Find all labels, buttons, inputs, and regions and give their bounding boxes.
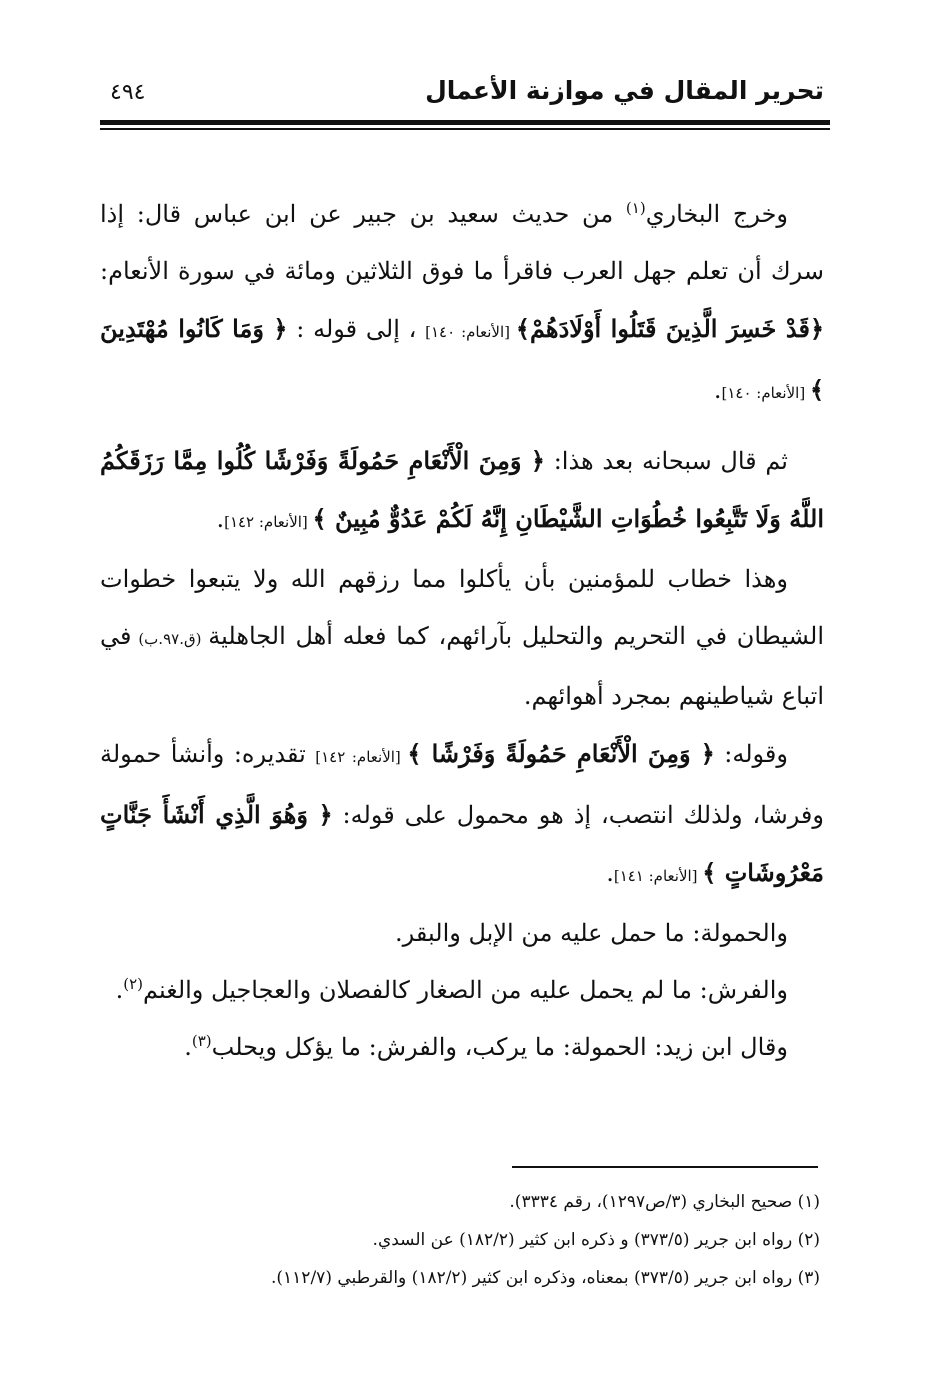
page-number: ٤٩٤ [110, 80, 146, 105]
text-span: ، إلى قوله : [287, 315, 426, 343]
body-text [100, 186, 824, 1076]
running-header [102, 72, 824, 118]
footnote-marker-3: (٣) [191, 1032, 212, 1050]
footnote-2: (٢) رواه ابن جرير (٣٧٣/٥) و ذكره ابن كثير (١٨٢/٢) عن السدي. [372, 1230, 820, 1250]
text-span: . [713, 376, 722, 404]
text-span: وقال ابن زيد: الحمولة: ما يركب، والفرش: ما يؤكل ويحلب [211, 1033, 788, 1061]
paragraph-gap [100, 422, 824, 432]
text-span: في اتباع شياطينهم بمجرد أهوائهم. [100, 622, 824, 710]
footnote-marker-2: (٢) [123, 975, 144, 993]
quran-verse: ﴿ وَمِنَ الْأَنْعَامِ حَمُولَةً وَفَرْشًا ﴾ [407, 739, 715, 768]
quran-verse: ﴿ وَمَا كَانُوا مُهْتَدِينَ ﴾ [100, 314, 824, 404]
verse-reference: [الأنعام: ١٤٢] [315, 748, 408, 766]
text-span: من حديث سعيد بن جبير عن ابن عباس قال: إذا سرك أن تعلم جهل العرب فاقرأ ما فوق الثلاثين ومائة في سورة الأنعام: [100, 200, 824, 285]
footnote-1: (١) صحيح البخاري (٣/ص١٢٩٧)، رقم ٣٣٣٤). [509, 1192, 820, 1212]
text-span: وخرج البخاري [645, 200, 789, 228]
verse-reference: [الأنعام: ١٤١] [613, 867, 703, 885]
footnote-3: (٣) رواه ابن جرير (٣٧٣/٥) بمعناه، وذكره ابن كثير (١٨٢/٢) والقرطبي (١١٢/٧). [271, 1268, 820, 1288]
header-rule-thick [100, 120, 830, 125]
text-span: وقوله: [714, 740, 788, 768]
text-span: وهذا خطاب للمؤمنين بأن يأكلوا مما رزقهم الله ولا يتبعوا خطوات الشيطان في التحريم والتحليل بآرائهم، كما فعله أهل الجاهلية [100, 565, 824, 650]
text-span: تقديره: وأنشأ حمولة وفرشا، ولذلك انتصب، إذ هو محمول على قوله: [100, 740, 824, 829]
verse-reference: [الأنعام: ١٤٢] [224, 513, 313, 531]
verse-reference: [الأنعام: ١٤٠] [425, 323, 516, 341]
verse-reference: [الأنعام: ١٤٠] [721, 384, 810, 402]
manuscript-folio-reference: (ق.٩٧.ب) [131, 630, 209, 648]
paragraph-6 [100, 962, 824, 1019]
paragraph-5: والحمولة: ما حمل عليه من الإبل والبقر. [395, 919, 788, 947]
text-span: . [606, 859, 614, 887]
paragraph-3 [100, 551, 824, 725]
footnote-marker-1: (١) [625, 199, 646, 217]
quran-verse: ﴿ وَهُوَ الَّذِي أَنْشَأَ جَنَّاتٍ مَعْرُوشَاتٍ ﴾ [100, 800, 824, 887]
quran-verse: ﴿ وَمِنَ الْأَنْعَامِ حَمُولَةً وَفَرْشًا كُلُوا مِمَّا رَزَقَكُمُ اللَّهُ وَلَا تَتَّبِعُوا خُطُوَاتِ الشَّيْطَانِ إِنَّهُ لَكُمْ عَدُوٌّ مُبِينٌ ﴾ [100, 446, 824, 533]
header-rule-thin [100, 128, 830, 130]
text-span: والفرش: ما لم يحمل عليه من الصغار كالفصلان والعجاجيل والغنم [143, 976, 788, 1004]
footnote-separator [512, 1166, 818, 1168]
text-span: . [216, 505, 225, 533]
quran-verse: ﴿قَدْ خَسِرَ الَّذِينَ قَتَلُوا أَوْلَادَهُمْ﴾ [515, 314, 825, 343]
text-span: . [115, 976, 124, 1004]
text-span: . [184, 1033, 192, 1061]
footnotes [100, 1183, 820, 1297]
paragraph-2 [100, 432, 824, 551]
paragraph-1 [100, 186, 824, 422]
paragraph-7 [100, 1019, 824, 1076]
running-header-title: تحرير المقال في موازنة الأعمال [425, 76, 824, 105]
text-span: ثم قال سبحانه بعد هذا: [545, 447, 788, 475]
paragraph-4 [100, 725, 824, 905]
